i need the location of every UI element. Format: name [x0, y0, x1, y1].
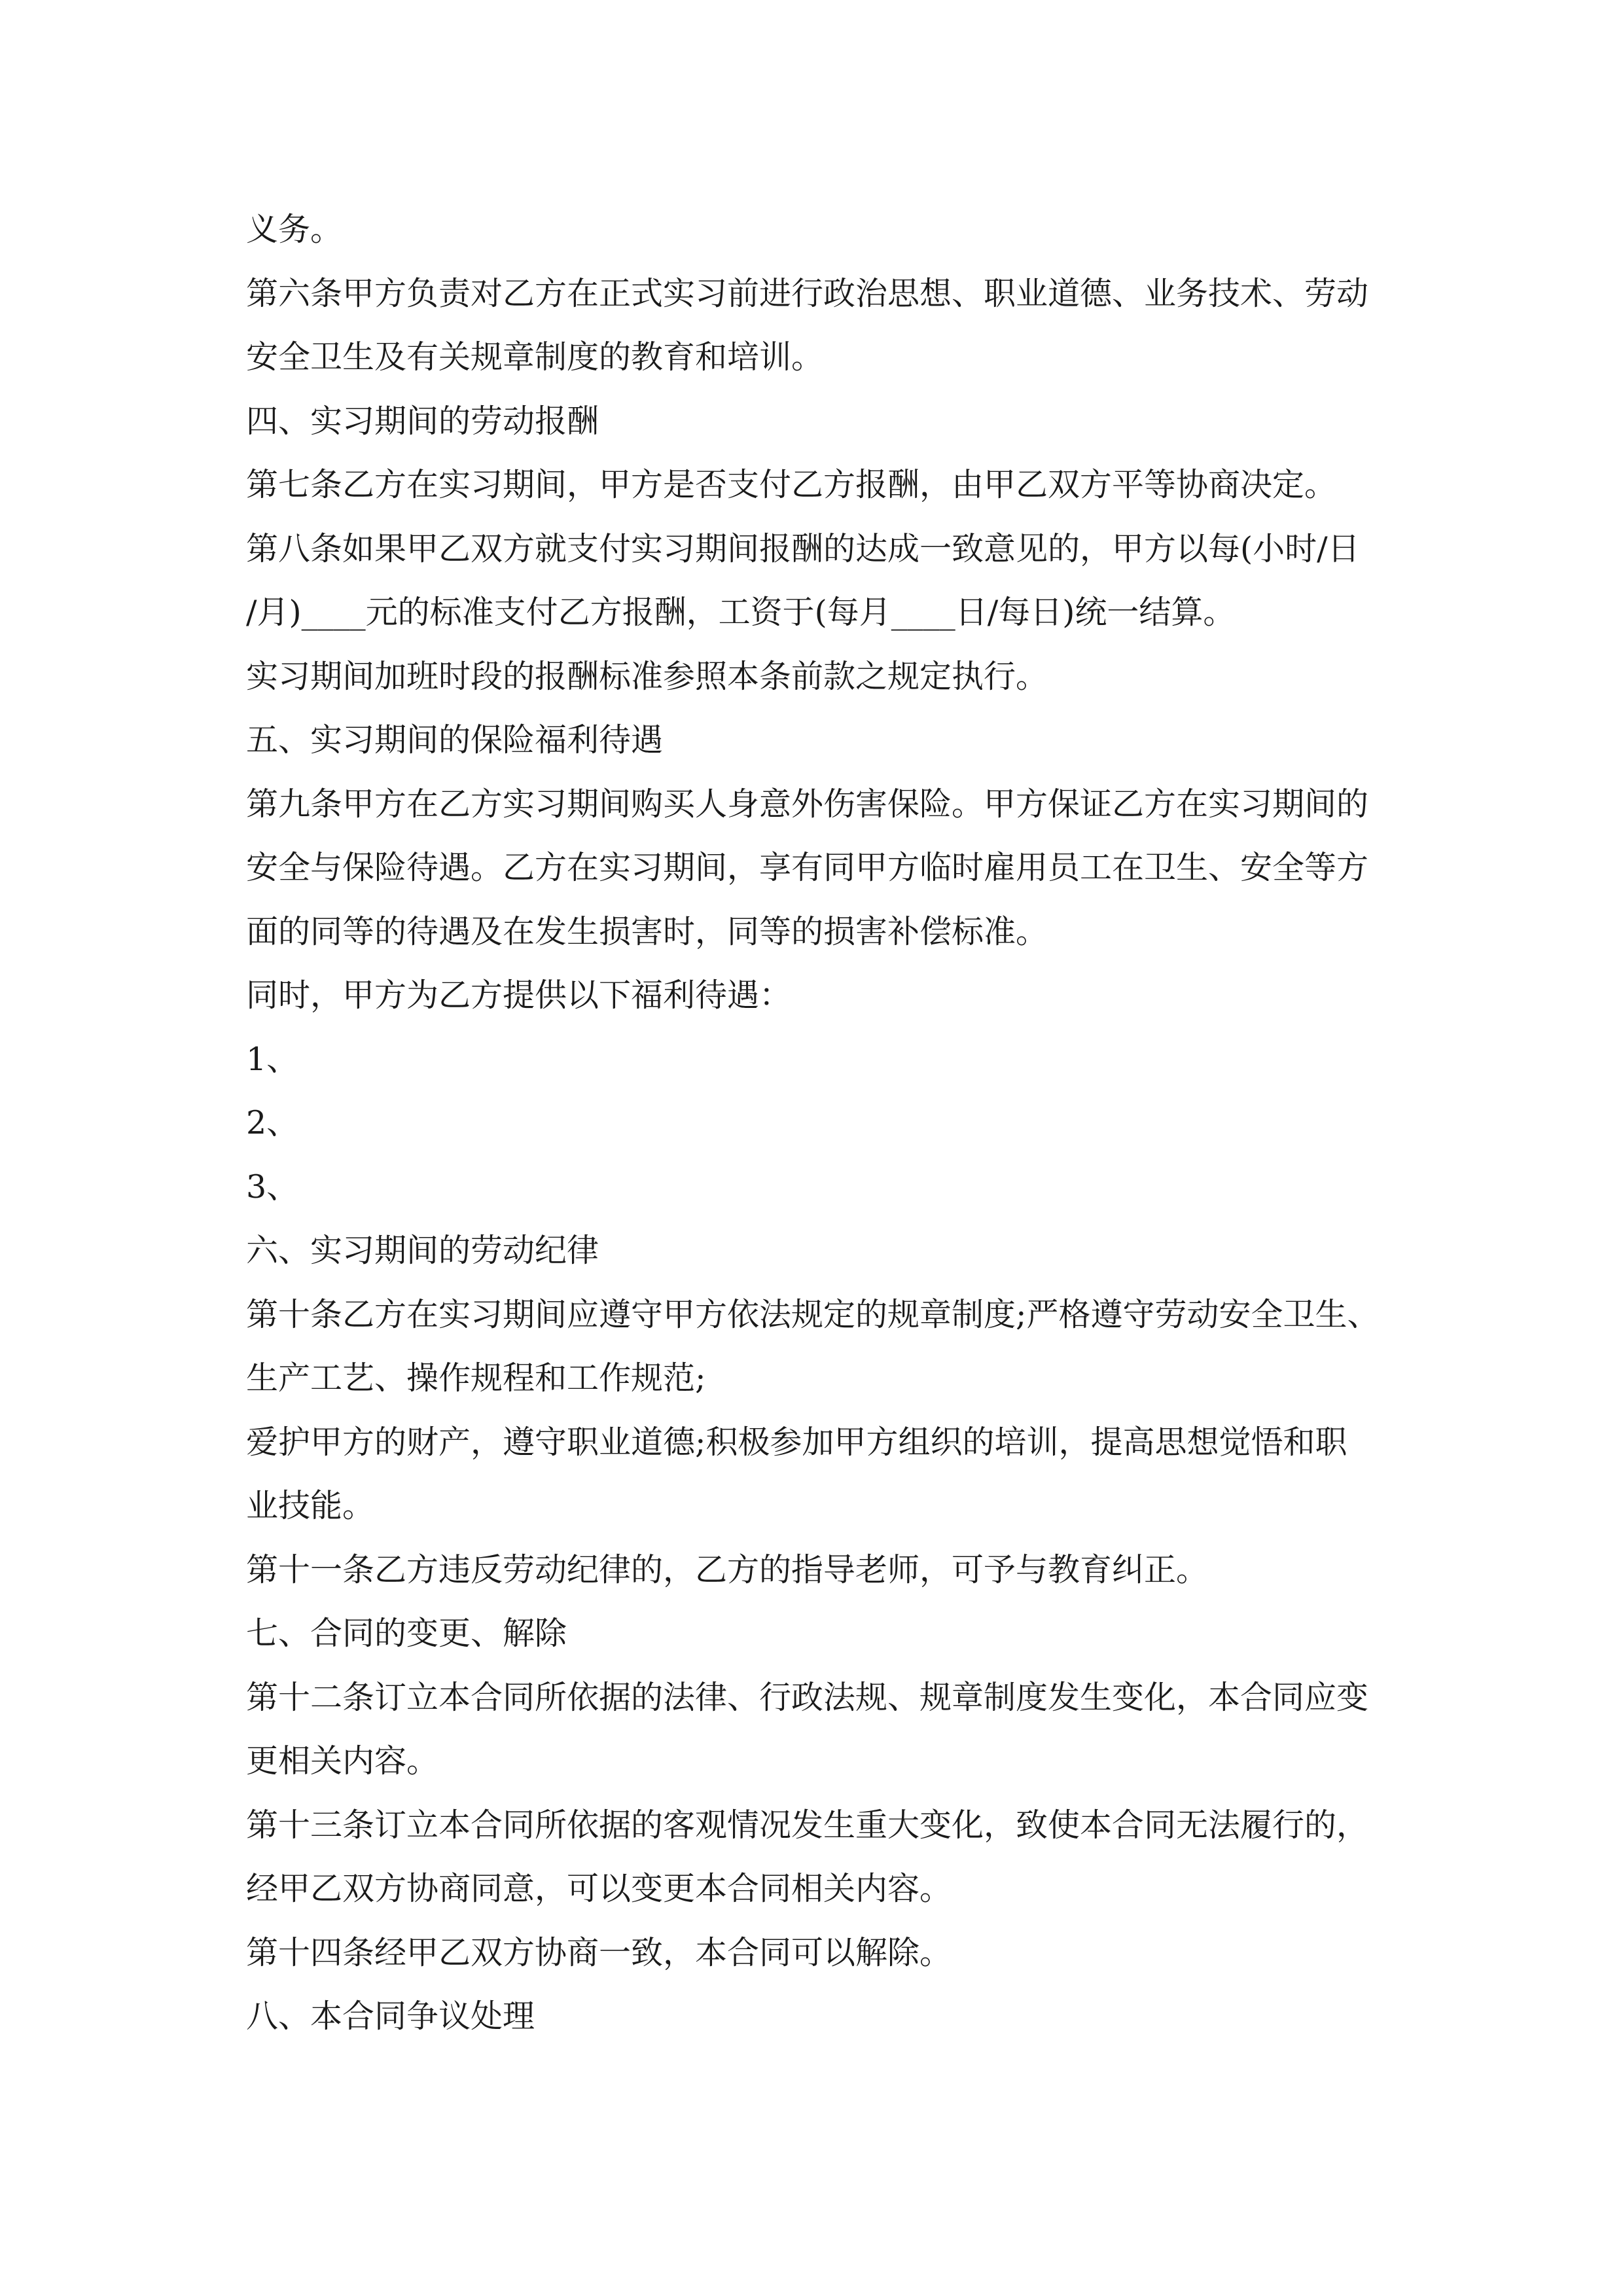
text-line: 实习期间加班时段的报酬标准参照本条前款之规定执行。 [246, 657, 1048, 695]
list-item: 1、 [246, 1040, 299, 1078]
text-line: 第十条乙方在实习期间应遵守甲方依法规定的规章制度;严格遵守劳动安全卫生、 [246, 1295, 1380, 1333]
text-line: 义务。 [246, 211, 343, 248]
text-line: 同时，甲方为乙方提供以下福利待遇： [246, 977, 792, 1014]
text-line: 第七条乙方在实习期间，甲方是否支付乙方报酬，由甲乙双方平等协商决定。 [246, 466, 1337, 503]
text-line: 第十三条订立本合同所依据的客观情况发生重大变化，致使本合同无法履行的， [246, 1806, 1369, 1844]
text-line: 第十二条订立本合同所依据的法律、行政法规、规章制度发生变化，本合同应变 [246, 1678, 1369, 1716]
text-line: 生产工艺、操作规程和工作规范; [246, 1359, 706, 1397]
section-heading: 六、实习期间的劳动纪律 [246, 1232, 599, 1269]
text-line: /月)____元的标准支付乙方报酬，工资于(每月____日/每日)统一结算。 [246, 594, 1236, 631]
section-heading: 四、实习期间的劳动报酬 [246, 402, 599, 440]
text-line: 面的同等的待遇及在发生损害时，同等的损害补偿标准。 [246, 912, 1048, 950]
text-line: 经甲乙双方协商同意，可以变更本合同相关内容。 [246, 1870, 952, 1907]
text-line: 第十四条经甲乙双方协商一致，本合同可以解除。 [246, 1933, 952, 1971]
text-line: 安全与保险待遇。乙方在实习期间，享有同甲方临时雇用员工在卫生、安全等方 [246, 849, 1369, 886]
list-item: 3、 [246, 1168, 299, 1206]
text-line: 安全卫生及有关规章制度的教育和培训。 [246, 338, 824, 376]
section-heading: 五、实习期间的保险福利待遇 [246, 721, 664, 759]
text-line: 第十一条乙方违反劳动纪律的，乙方的指导老师，可予与教育纠正。 [246, 1551, 1209, 1588]
text-line: 第八条如果甲乙双方就支付实习期间报酬的达成一致意见的，甲方以每(小时/日 [246, 529, 1360, 567]
text-line: 第九条甲方在乙方实习期间购买人身意外伤害保险。甲方保证乙方在实习期间的 [246, 785, 1369, 823]
text-line: 更相关内容。 [246, 1742, 439, 1780]
text-line: 爱护甲方的财产，遵守职业道德;积极参加甲方组织的培训，提高思想觉悟和职 [246, 1423, 1347, 1461]
text-line: 第六条甲方负责对乙方在正式实习前进行政治思想、职业道德、业务技术、劳动 [246, 274, 1369, 312]
section-heading: 八、本合同争议处理 [246, 1998, 535, 2035]
list-item: 2、 [246, 1104, 299, 1141]
text-line: 业技能。 [246, 1487, 375, 1524]
document-body [246, 198, 1404, 2049]
section-heading: 七、合同的变更、解除 [246, 1615, 567, 1652]
